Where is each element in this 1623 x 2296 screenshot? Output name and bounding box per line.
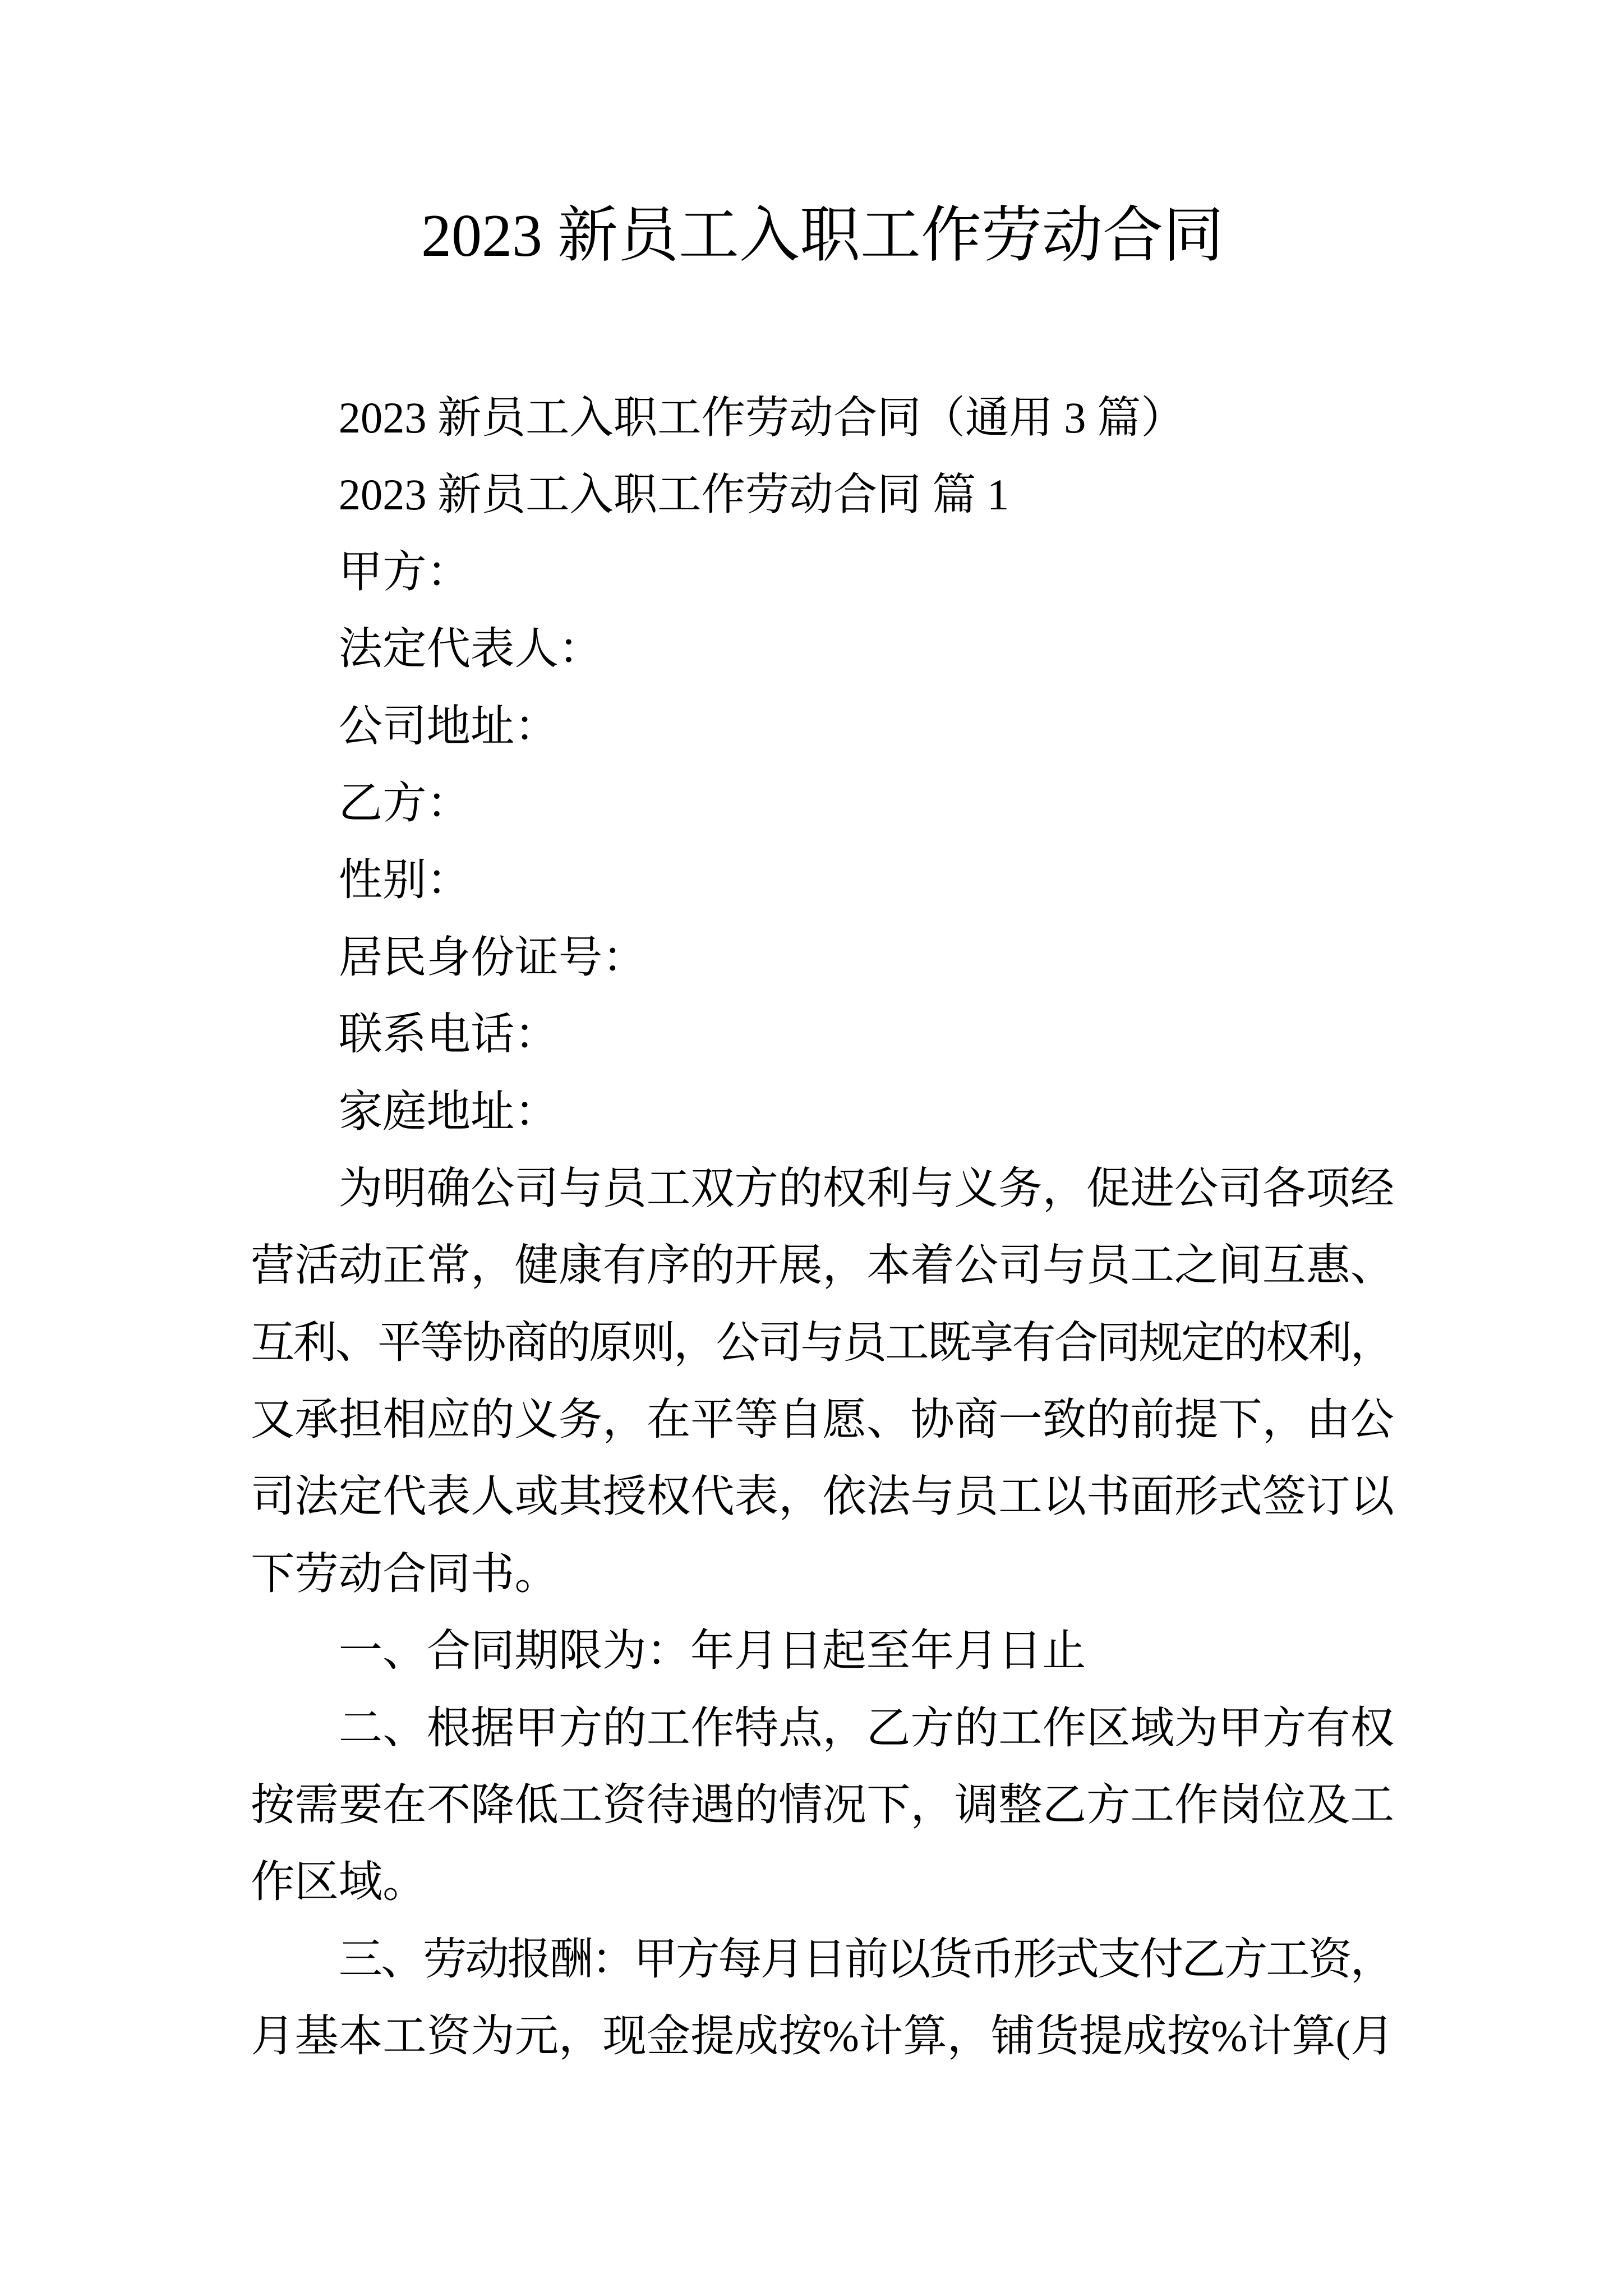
document-body xyxy=(251,379,1394,2075)
preamble-paragraph xyxy=(251,1150,1394,1612)
paragraph-line: 一、合同期限为：年月日起至年月日止 xyxy=(338,1626,1086,1676)
field-phone: 联系电话： xyxy=(338,1010,559,1059)
paragraph-line: 为明确公司与员工双方的权利与义务，促进公司各项经 xyxy=(338,1163,1395,1213)
document-title: 2023 新员工入职工作劳动合同 xyxy=(421,203,1224,269)
field-party-b: 乙方： xyxy=(338,778,471,827)
paragraph-line: 下劳动合同书。 xyxy=(251,1549,559,1598)
field-legal-representative: 法定代表人： xyxy=(338,624,603,674)
paragraph-line: 司法定代表人或其授权代表，依法与员工以书面形式签订以 xyxy=(251,1472,1395,1521)
field-company-address: 公司地址： xyxy=(338,701,559,751)
field-gender: 性别： xyxy=(338,855,471,905)
paragraph-line: 作区域。 xyxy=(251,1857,427,1907)
clause-work-area xyxy=(251,1690,1394,1921)
section-heading: 2023 新员工入职工作劳动合同 篇 1 xyxy=(338,470,1009,519)
field-home-address: 家庭地址： xyxy=(338,1087,559,1136)
paragraph-line: 按需要在不降低工资待遇的情况下，调整乙方工作岗位及工 xyxy=(251,1780,1395,1830)
document-subtitle: 2023 新员工入职工作劳动合同（通用 3 篇） xyxy=(338,393,1185,442)
paragraph-line: 又承担相应的义务，在平等自愿、协商一致的前提下，由公 xyxy=(251,1395,1395,1444)
field-id-number: 居民身份证号： xyxy=(338,932,647,982)
clause-remuneration xyxy=(251,1921,1394,2075)
field-party-a: 甲方： xyxy=(338,547,471,596)
paragraph-line: 营活动正常，健康有序的开展，本着公司与员工之间互惠、 xyxy=(251,1241,1395,1290)
paragraph-line: 月基本工资为元，现金提成按%计算，铺货提成按%计算(月 xyxy=(251,2012,1395,2061)
paragraph-line: 三、劳动报酬：甲方每月日前以货币形式支付乙方工资， xyxy=(338,1934,1393,1984)
clause-term xyxy=(251,1612,1394,1689)
paragraph-line: 二、根据甲方的工作特点，乙方的工作区域为甲方有权 xyxy=(338,1703,1395,1752)
paragraph-line: 互利、平等协商的原则，公司与员工既享有合同规定的权利， xyxy=(251,1318,1393,1367)
